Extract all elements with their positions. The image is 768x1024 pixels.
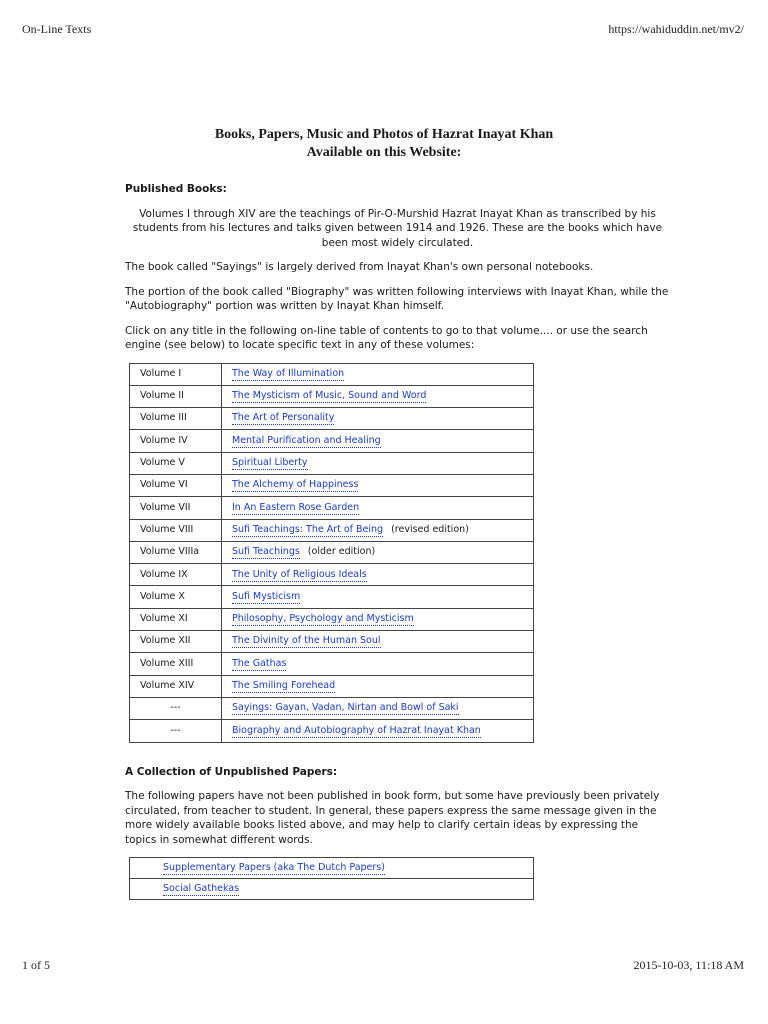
page-title xyxy=(0,126,768,162)
volume-title-link[interactable]: The Art of Personality xyxy=(232,412,335,424)
volume-title-link[interactable]: The Way of Illumination xyxy=(232,367,345,379)
volume-row xyxy=(130,631,534,653)
volume-row xyxy=(130,385,534,407)
volume-row xyxy=(130,564,534,586)
paper-row xyxy=(130,858,534,879)
volume-number: Volume IX xyxy=(130,564,222,586)
volume-title-link[interactable]: The Smiling Forehead xyxy=(232,680,336,692)
volume-row xyxy=(130,474,534,496)
volume-title-cell xyxy=(222,408,534,430)
volume-row xyxy=(130,363,534,385)
paper-cell xyxy=(130,879,534,900)
volume-title-cell xyxy=(222,363,534,385)
volume-title-cell xyxy=(222,697,534,719)
volume-number: Volume III xyxy=(130,408,222,430)
volume-row xyxy=(130,408,534,430)
page-header-url: https://wahiduddin.net/mv2/ xyxy=(608,22,744,36)
volume-number: Volume XI xyxy=(130,608,222,630)
volume-number: --- xyxy=(130,697,222,719)
volume-row xyxy=(130,497,534,519)
paper-link[interactable]: Social Gathekas xyxy=(163,882,240,894)
volume-title-cell xyxy=(222,474,534,496)
volume-number: Volume II xyxy=(130,385,222,407)
sayings-paragraph: The book called "Sayings" is largely derived from Inayat Khan's own personal notebooks. xyxy=(125,261,594,273)
page-title-line-2: Available on this Website: xyxy=(306,145,462,160)
volume-row xyxy=(130,541,534,563)
page-footer-count: 1 of 5 xyxy=(22,958,50,972)
volume-number: Volume VIII xyxy=(130,519,222,541)
page-header-title: On-Line Texts xyxy=(22,22,92,36)
volume-title-link[interactable]: Mental Purification and Healing xyxy=(232,434,381,446)
volume-title-cell xyxy=(222,385,534,407)
volume-number: Volume XIII xyxy=(130,653,222,675)
volume-title-cell xyxy=(222,675,534,697)
biography-paragraph: The portion of the book called "Biography" was written following interviews with Inayat Khan, while the "Autobiography" portion was written by Inayat Khan himself. xyxy=(125,285,669,312)
volume-row xyxy=(130,653,534,675)
published-intro-paragraph: Volumes I through XIV are the teachings of Pir-O-Murshid Hazrat Inayat Khan as transcribed by his students from his lectures and talks given between 1914 and 1926. These are the books which have been most widely circulated. xyxy=(132,207,663,249)
volume-row xyxy=(130,519,534,541)
volume-title-link[interactable]: The Divinity of the Human Soul xyxy=(232,635,381,647)
volumes-table xyxy=(129,363,534,743)
instructions-paragraph: Click on any title in the following on-line table of contents to go to that volume.... or use the search engine (see below) to locate specific text in any of these volumes: xyxy=(125,324,648,351)
volume-row xyxy=(130,608,534,630)
volume-title-link[interactable]: In An Eastern Rose Garden xyxy=(232,501,360,513)
unpublished-intro-paragraph: The following papers have not been published in book form, but some have previously been privately circulated, from teacher to student. In general, these papers express the same message given in the more widely available books listed above, and may help to clarify certain ideas by expressing the topics in somewhat different words. xyxy=(125,790,660,846)
volume-title-cell xyxy=(222,519,534,541)
published-books-heading: Published Books: xyxy=(125,183,227,195)
volume-title-link[interactable]: The Unity of Religious Ideals xyxy=(232,568,367,580)
volume-title-cell xyxy=(222,541,534,563)
volume-number: Volume IV xyxy=(130,430,222,452)
volume-title-cell xyxy=(222,608,534,630)
paper-link[interactable]: Supplementary Papers (aka The Dutch Papers) xyxy=(163,861,385,873)
volume-row xyxy=(130,430,534,452)
volume-title-link[interactable]: Sufi Teachings xyxy=(232,546,300,558)
page-footer-timestamp: 2015-10-03, 11:18 AM xyxy=(633,958,744,972)
volume-number: --- xyxy=(130,720,222,742)
unpublished-papers-heading: A Collection of Unpublished Papers: xyxy=(125,765,338,778)
volume-row xyxy=(130,452,534,474)
volume-number: Volume I xyxy=(130,363,222,385)
papers-table xyxy=(129,857,534,900)
edition-note: (revised edition) xyxy=(391,523,469,535)
volume-title-link[interactable]: Spiritual Liberty xyxy=(232,457,308,469)
volume-title-cell xyxy=(222,430,534,452)
volume-title-link[interactable]: The Gathas xyxy=(232,657,287,669)
volume-row xyxy=(130,697,534,719)
volume-title-cell xyxy=(222,720,534,742)
volume-number: Volume VI xyxy=(130,474,222,496)
volume-title-link[interactable]: The Mysticism of Music, Sound and Word xyxy=(232,390,427,402)
volume-number: Volume V xyxy=(130,452,222,474)
volume-title-cell xyxy=(222,497,534,519)
main-content xyxy=(125,182,670,900)
volume-row xyxy=(130,720,534,742)
volume-title-link[interactable]: Biography and Autobiography of Hazrat Inayat Khan xyxy=(232,724,481,736)
volume-title-cell xyxy=(222,452,534,474)
edition-note: (older edition) xyxy=(307,546,376,558)
volume-number: Volume VII xyxy=(130,497,222,519)
volume-title-cell xyxy=(222,586,534,608)
paper-row xyxy=(130,879,534,900)
volume-number: Volume VIIIa xyxy=(130,541,222,563)
paper-cell xyxy=(130,858,534,879)
volume-title-link[interactable]: Sufi Mysticism xyxy=(232,590,301,602)
page-title-line-1: Books, Papers, Music and Photos of Hazrat Inayat Khan xyxy=(214,127,554,142)
volume-number: Volume XII xyxy=(130,631,222,653)
volume-row xyxy=(130,586,534,608)
volume-number: Volume X xyxy=(130,586,222,608)
volume-number: Volume XIV xyxy=(130,675,222,697)
volume-title-cell xyxy=(222,631,534,653)
volume-title-link[interactable]: Philosophy, Psychology and Mysticism xyxy=(232,613,414,625)
volume-title-cell xyxy=(222,564,534,586)
volume-title-cell xyxy=(222,653,534,675)
volume-row xyxy=(130,675,534,697)
volume-title-link[interactable]: Sufi Teachings: The Art of Being xyxy=(232,523,384,535)
volume-title-link[interactable]: Sayings: Gayan, Vadan, Nirtan and Bowl of Saki xyxy=(232,702,459,714)
volume-title-link[interactable]: The Alchemy of Happiness xyxy=(232,479,359,491)
